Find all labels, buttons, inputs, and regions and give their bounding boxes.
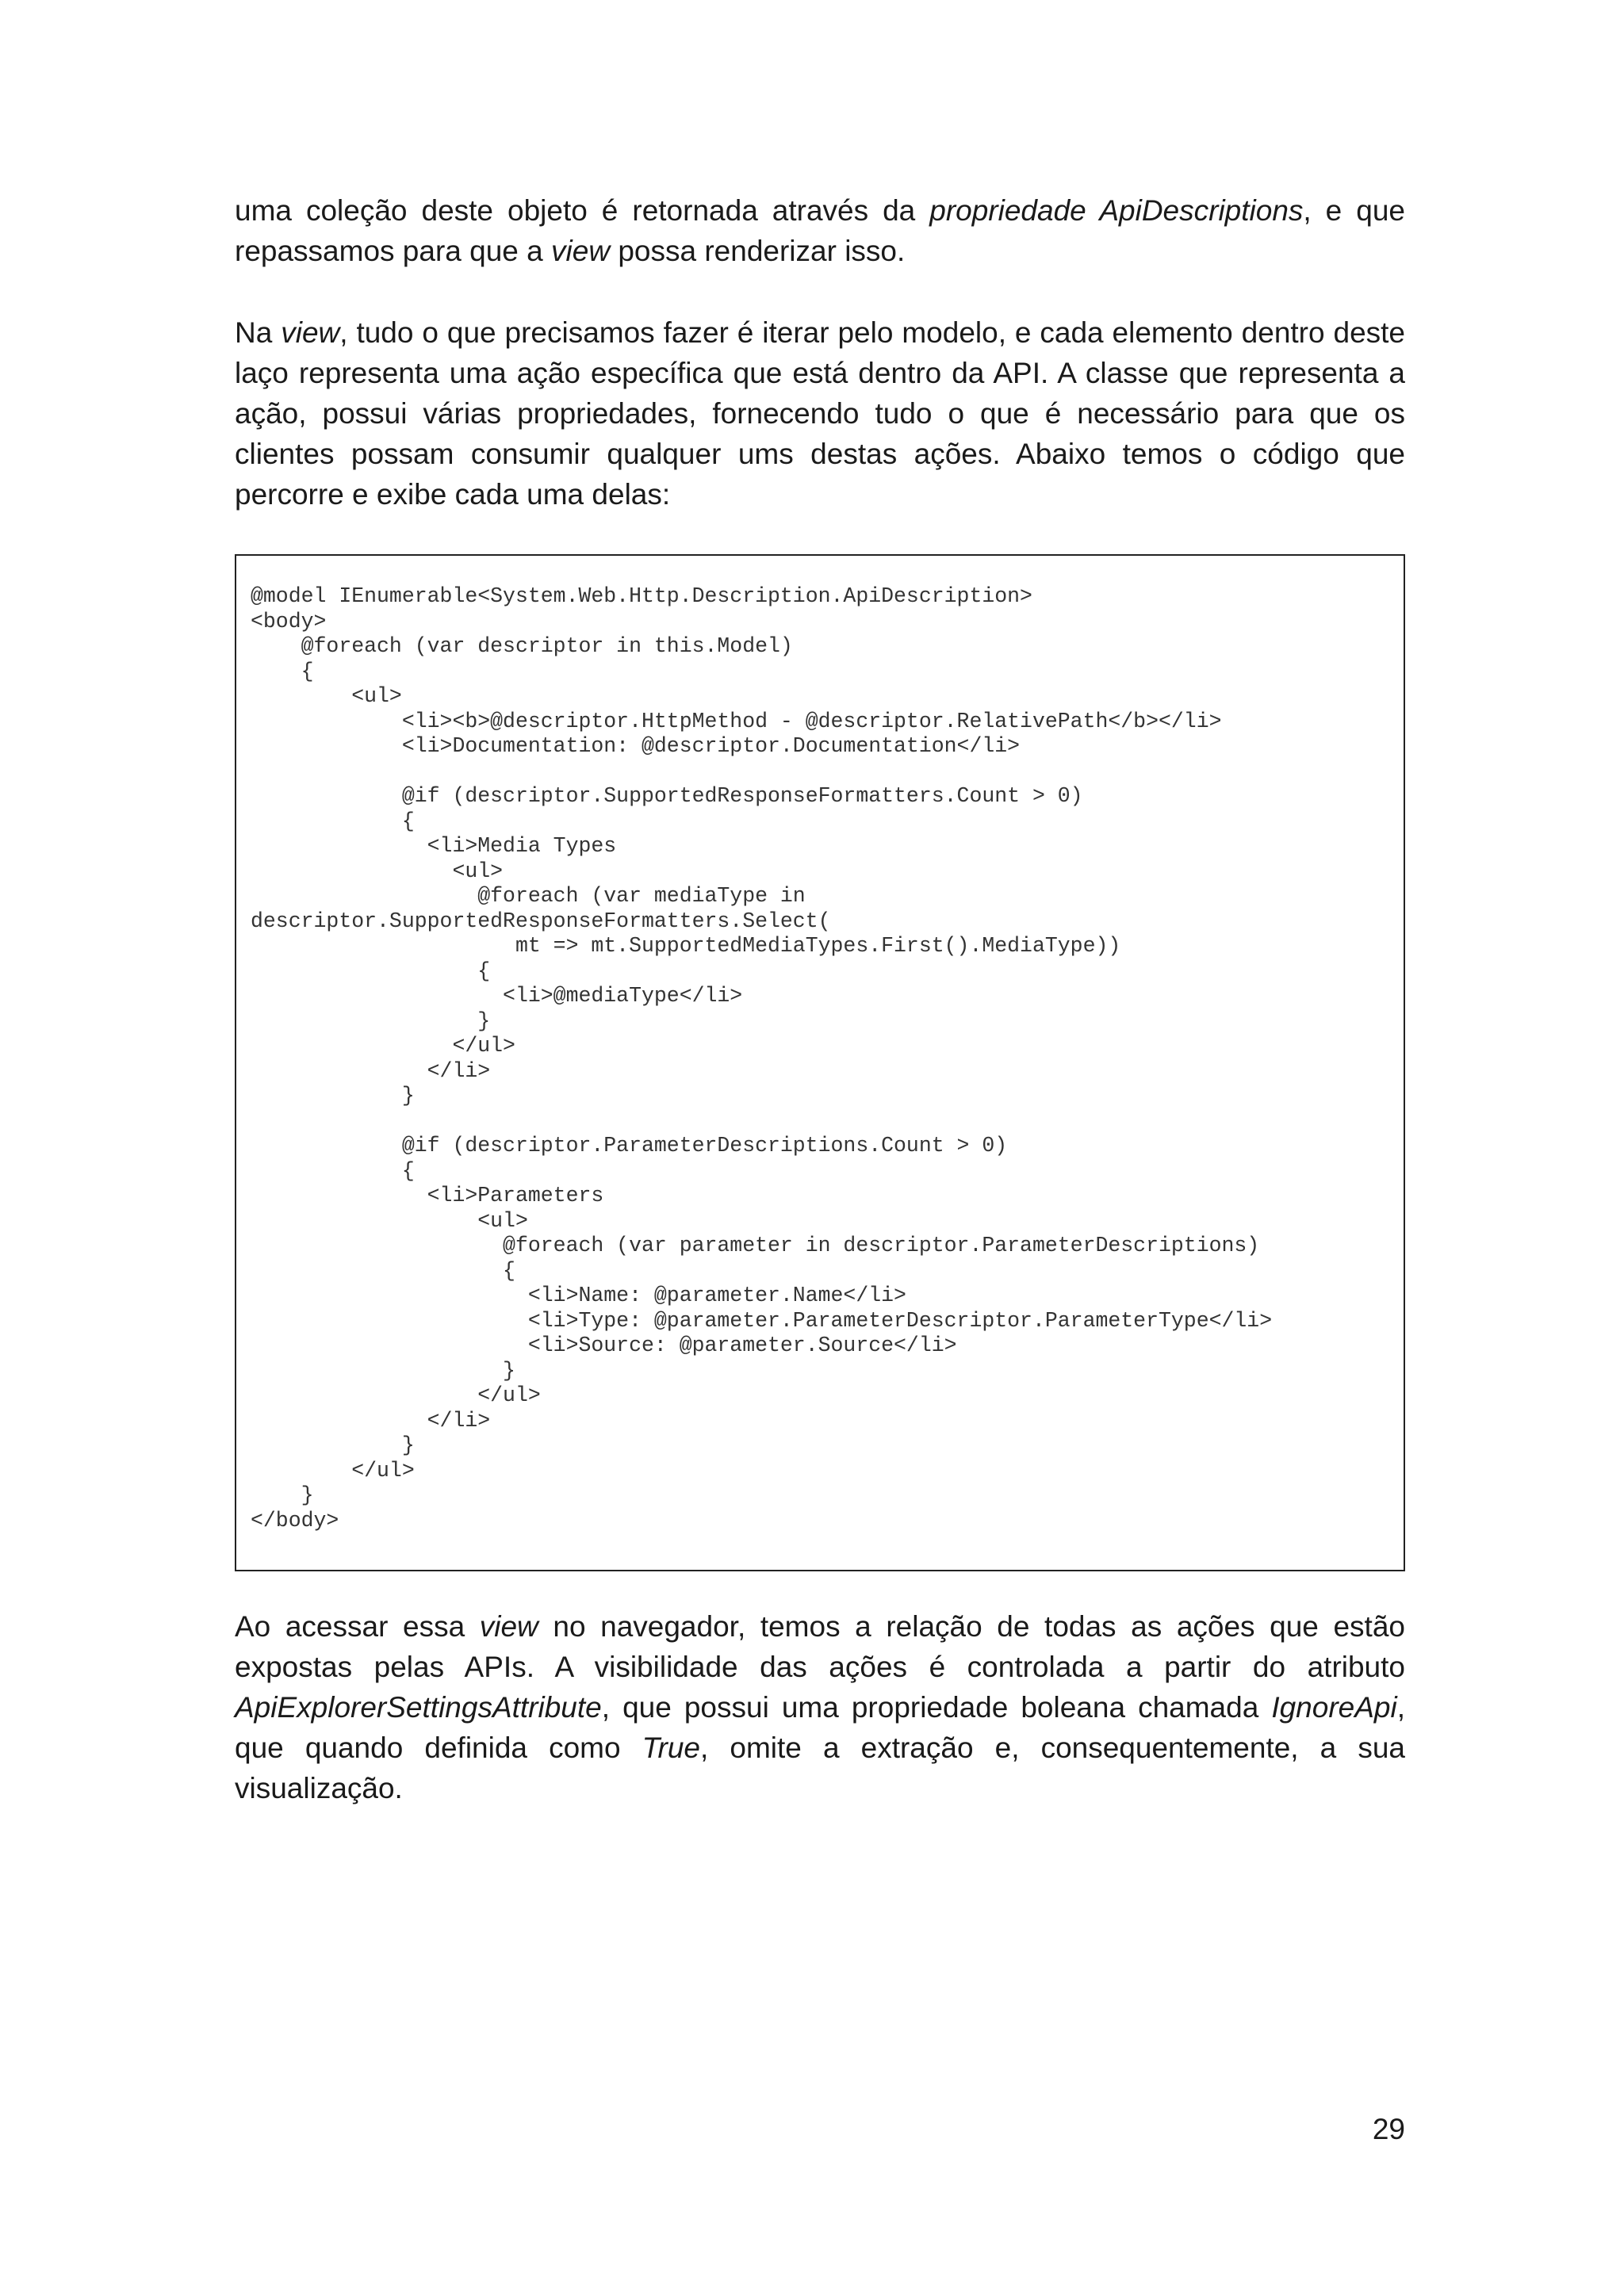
italic-run: view <box>281 316 340 349</box>
italic-run: IgnoreApi <box>1271 1691 1397 1724</box>
text-run: no navegador, temos a relação de todas as ações que estão expostas pelas APIs. A visibilidade das ações é controlada a partir do atributo <box>235 1610 1405 1683</box>
italic-run: view <box>551 235 611 267</box>
code-listing: @model IEnumerable<System.Web.Http.Description.ApiDescription> <body> @foreach (var descriptor in this.Model) { <ul> <li><b>@descriptor.HttpMethod - @descriptor.RelativePath</b></li> <li>Documentation: @descriptor.Documentation</li> @if (descriptor.SupportedResponseFormatters.Count > 0) { <li>Media Types <ul> @foreach (var mediaType in descriptor.SupportedResponseFormatters.Select( mt => mt.SupportedMediaTypes.First().MediaType)) { <li>@mediaType</li> } </ul> </li> } @if (descriptor.ParameterDescriptions.Count > 0) { <li>Parameters <ul> @foreach (var parameter in descriptor.ParameterDescriptions) { <li>Name: @parameter.Name</li> <li>Type: @parameter.ParameterDescriptor.ParameterType</li> <li>Source: @parameter.Source</li> } </ul> </li> } </ul> } </body> <box>251 584 1273 1533</box>
italic-run: True <box>642 1732 700 1764</box>
text-run: , que quando definida como <box>235 1691 1405 1764</box>
text-run: Na <box>235 316 282 349</box>
text-run: , que possui uma propriedade boleana chamada <box>601 1691 1272 1724</box>
text-run: , e que repassamos para que a <box>235 194 1405 267</box>
text-run: uma coleção deste objeto é retornada através da <box>235 194 930 227</box>
text-run: , omite a extração e, consequentemente, a sua visualização. <box>235 1732 1405 1804</box>
paragraph-api-descriptions <box>235 190 1405 271</box>
paragraph-view-iteration <box>235 312 1405 515</box>
italic-run: ApiExplorerSettingsAttribute <box>235 1691 602 1724</box>
text-run: , tudo o que precisamos fazer é iterar pelo modelo, e cada elemento dentro deste laço representa uma ação específica que está dentro da API. A classe que representa a ação, possui várias propriedades, fornecendo tudo o que é necessário para que os clientes possam consumir qualquer ums destas ações. Abaixo temos o código que percorre e exibe cada uma delas: <box>235 316 1406 511</box>
page-body <box>235 190 1405 1808</box>
italic-run: view <box>479 1610 538 1643</box>
text-run: Ao acessar essa <box>235 1610 480 1643</box>
code-listing-box <box>235 554 1405 1571</box>
paragraph-api-explorer-settings <box>235 1606 1405 1808</box>
text-run: possa renderizar isso. <box>610 235 906 267</box>
page-number: 29 <box>1372 2113 1405 2145</box>
italic-run: propriedade ApiDescriptions <box>929 194 1304 227</box>
